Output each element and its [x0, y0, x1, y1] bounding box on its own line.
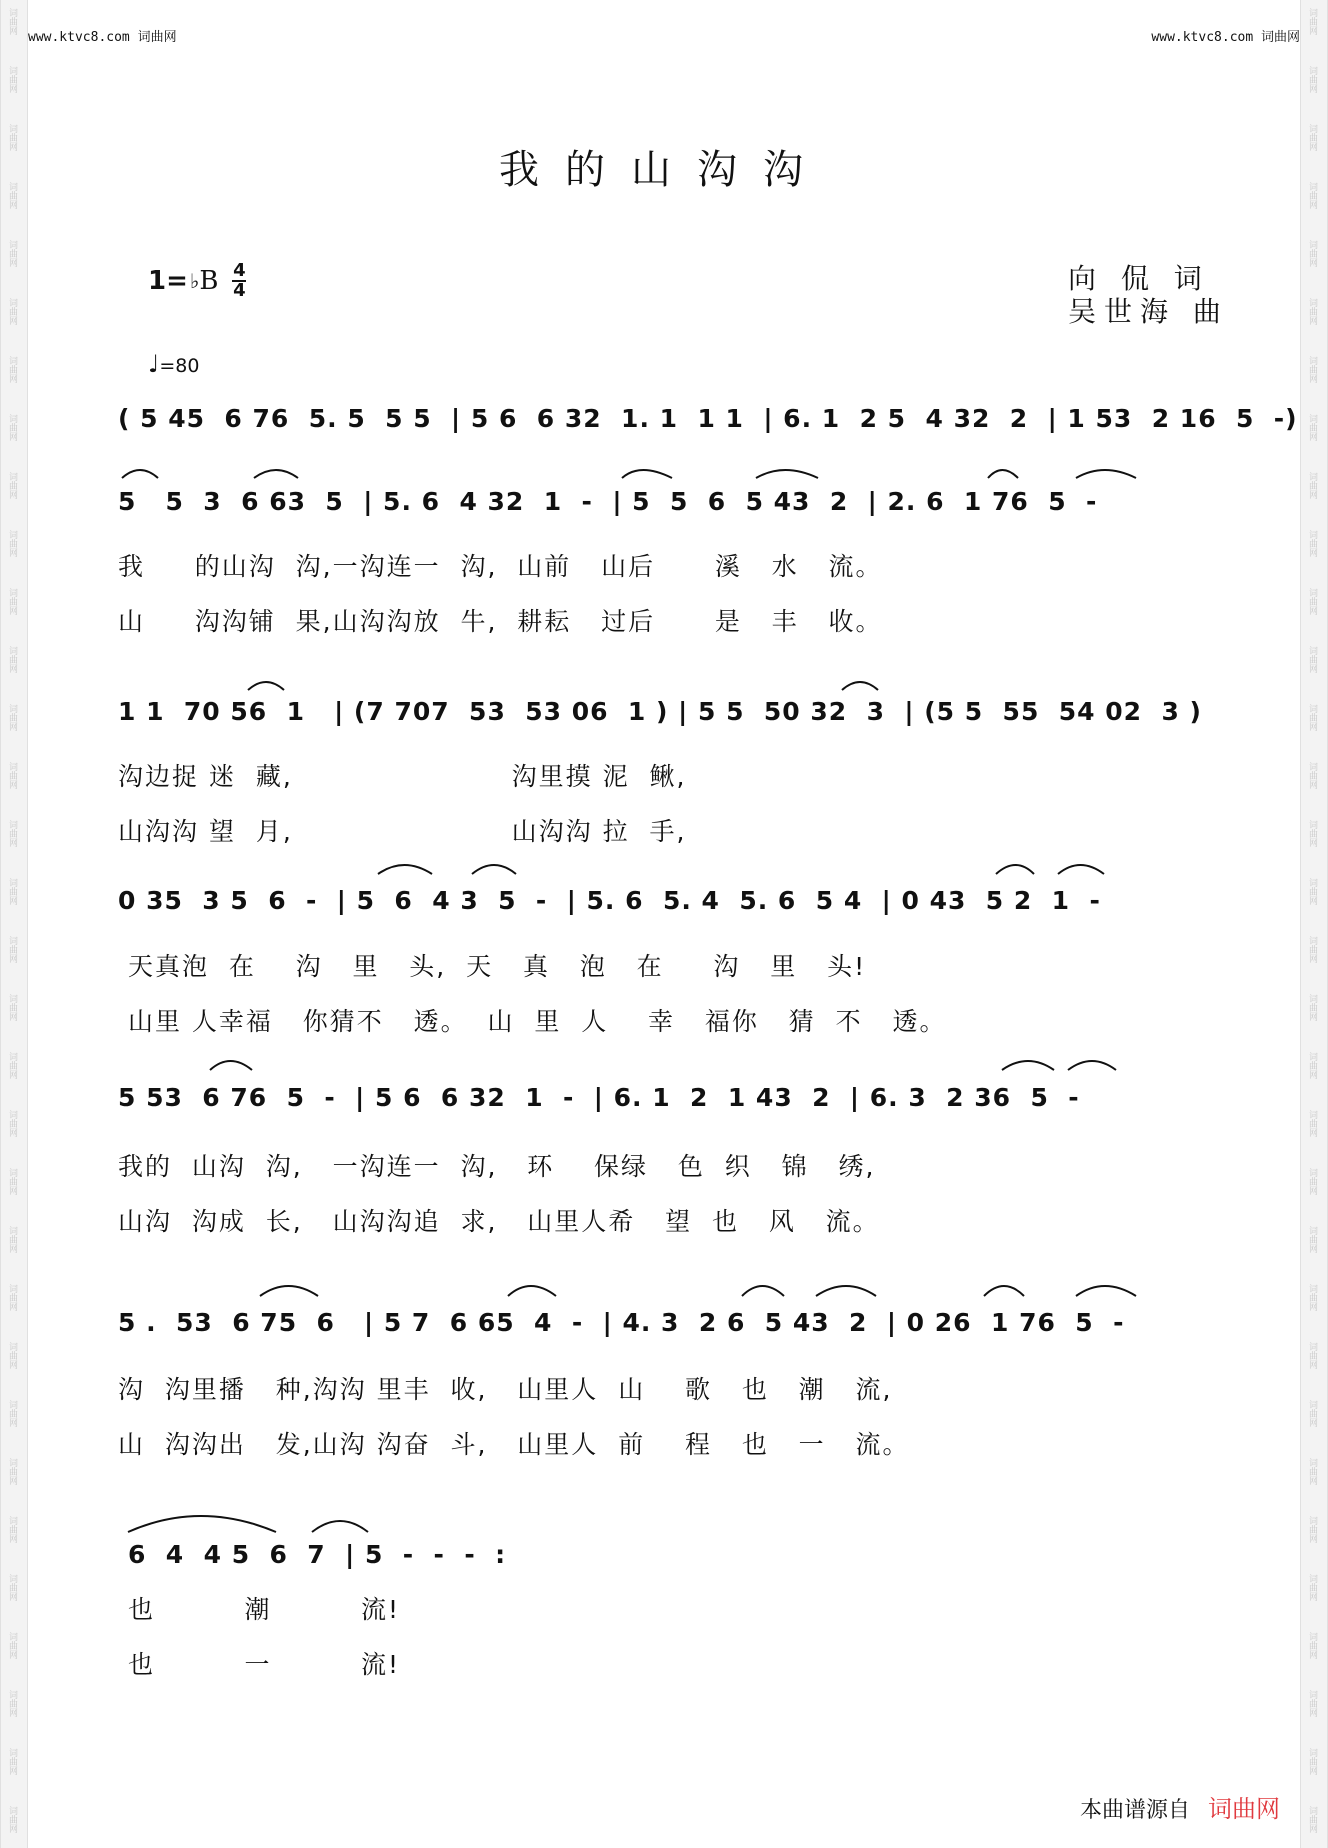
slur: [984, 1286, 1024, 1296]
side-watermark-text: 词曲网: [7, 1168, 17, 1195]
lyrics-line-4b: 山里 人幸福 你猜不 透。 山 里 人 幸 福你 猜 不 透。: [118, 1007, 947, 1036]
side-watermark-text: 词曲网: [1307, 8, 1317, 35]
slur: [988, 470, 1018, 478]
slur: [260, 1286, 318, 1296]
side-watermark-text: 词曲网: [7, 1052, 17, 1079]
slur: [622, 470, 672, 478]
side-watermark-text: 词曲网: [1307, 1226, 1317, 1253]
slur: [1002, 1061, 1054, 1070]
lyrics-line-5a: 我的 山沟 沟, 一沟连一 沟, 环 保绿 色 织 锦 绣,: [118, 1152, 876, 1181]
tempo-value: =80: [159, 355, 200, 377]
side-watermark-text: 词曲网: [7, 820, 17, 847]
side-watermark-text: 词曲网: [1307, 414, 1317, 441]
slur: [128, 1516, 276, 1532]
header-watermark-right: www.ktvc8.com 词曲网: [1151, 30, 1300, 45]
slur: [378, 865, 432, 874]
side-watermark-text: 词曲网: [7, 936, 17, 963]
lyrics-line-3b: 山沟沟 望 月, 山沟沟 拉 手,: [118, 817, 687, 846]
side-watermark-text: 词曲网: [7, 646, 17, 673]
score-line-4: 0 35 3 5 6 - | 5 6 4 3 5 - | 5. 6 5. 4 5. 6 5 4 | 0 43 5 2 1 -: [118, 886, 1101, 915]
side-watermark-text: 词曲网: [1307, 240, 1317, 267]
side-watermark-text: 词曲网: [7, 1284, 17, 1311]
side-watermark-text: 词曲网: [1307, 588, 1317, 615]
side-watermark-text: 词曲网: [7, 588, 17, 615]
lyrics-line-2a: 我 的山沟 沟,一沟连一 沟, 山前 山后 溪 水 流。: [118, 552, 883, 581]
side-watermark-text: 词曲网: [7, 1632, 17, 1659]
flat-sign: ♭: [189, 269, 200, 293]
side-watermark-text: 词曲网: [1307, 356, 1317, 383]
side-watermark-text: 词曲网: [7, 878, 17, 905]
footer-brand[interactable]: 词曲网: [1208, 1795, 1280, 1823]
side-watermark-text: 词曲网: [1307, 1516, 1317, 1543]
slur: [312, 1521, 368, 1532]
slur: [816, 1286, 876, 1296]
slur: [1068, 1061, 1116, 1070]
side-watermark-text: 词曲网: [1307, 878, 1317, 905]
time-bottom: 4: [233, 280, 246, 301]
side-watermark-text: 词曲网: [1307, 472, 1317, 499]
side-watermark-text: 词曲网: [1307, 1632, 1317, 1659]
side-watermark-text: 词曲网: [7, 1690, 17, 1717]
side-watermark-text: 词曲网: [1307, 1400, 1317, 1427]
side-watermark-text: 词曲网: [1307, 1458, 1317, 1485]
side-watermark-text: 词曲网: [7, 1516, 17, 1543]
lyrics-line-6b: 山 沟沟出 发,山沟 沟奋 斗, 山里人 前 程 也 一 流。: [118, 1430, 910, 1459]
side-watermark-text: 词曲网: [7, 704, 17, 731]
side-watermark-text: 词曲网: [1307, 1052, 1317, 1079]
score-line-2: 5 5 3 6 63 5 | 5. 6 4 32 1 - | 5 5 6 5 43 2 | 2. 6 1 76 5 -: [118, 487, 1098, 516]
slur: [742, 1286, 784, 1296]
side-watermark-text: 词曲网: [1307, 646, 1317, 673]
side-watermark-text: 词曲网: [1307, 1110, 1317, 1137]
side-watermark-text: 词曲网: [7, 1342, 17, 1369]
slur: [122, 470, 158, 478]
lyrics-line-5b: 山沟 沟成 长, 山沟沟追 求, 山里人希 望 也 风 流。: [118, 1207, 880, 1236]
side-watermark-text: 词曲网: [7, 356, 17, 383]
time-top: 4: [233, 260, 246, 281]
slur: [996, 865, 1034, 874]
lyrics-line-4a: 天真泡 在 沟 里 头, 天 真 泡 在 沟 里 头!: [118, 952, 867, 981]
side-watermark-text: 词曲网: [7, 414, 17, 441]
side-watermark-text: 词曲网: [1307, 530, 1317, 557]
side-watermark-text: 词曲网: [7, 1458, 17, 1485]
score-line-1: ( 5 45 6 76 5. 5 5 5 | 5 6 6 32 1. 1 1 1 | 6. 1 2 5 4 32 2 | 1 53 2 16 5 -): [118, 404, 1298, 433]
slur: [210, 1061, 252, 1070]
side-watermark-text: 词曲网: [7, 762, 17, 789]
side-watermark-text: 词曲网: [7, 1574, 17, 1601]
side-watermark-text: 词曲网: [1307, 1806, 1317, 1833]
slur: [842, 682, 878, 690]
side-watermark-text: 词曲网: [7, 240, 17, 267]
side-watermark-text: 词曲网: [1307, 1284, 1317, 1311]
slur: [1076, 1286, 1136, 1296]
slur: [1058, 865, 1104, 874]
lyrics-line-3a: 沟边捉 迷 藏, 沟里摸 泥 鳅,: [118, 762, 687, 791]
score-line-7: 6 4 4 5 6 7 | 5 - - - :: [128, 1540, 507, 1569]
side-watermark-text: 词曲网: [7, 1226, 17, 1253]
lyrics-line-6a: 沟 沟里播 种,沟沟 里丰 收, 山里人 山 歌 也 潮 流,: [118, 1375, 893, 1404]
quarter-note-icon: ♩: [148, 350, 160, 378]
footer-source: [1080, 1789, 1280, 1824]
side-watermark-text: 词曲网: [1307, 994, 1317, 1021]
side-watermark-text: 词曲网: [1307, 1690, 1317, 1717]
side-watermark-text: 词曲网: [7, 1806, 17, 1833]
lyrics-line-7a: 也 潮 流!: [128, 1595, 401, 1624]
lyrics-line-7b: 也 一 流!: [128, 1650, 401, 1679]
score-line-5: 5 53 6 76 5 - | 5 6 6 32 1 - | 6. 1 2 1 43 2 | 6. 3 2 36 5 -: [118, 1083, 1080, 1112]
side-watermark-text: 词曲网: [7, 530, 17, 557]
key-note: B: [199, 266, 219, 296]
side-watermark-text: 词曲网: [1307, 1574, 1317, 1601]
side-watermark-text: 词曲网: [1307, 66, 1317, 93]
score-line-6: 5 . 53 6 75 6 | 5 7 6 65 4 - | 4. 3 2 6 5 43 2 | 0 26 1 76 5 -: [118, 1308, 1125, 1337]
side-watermark-text: 词曲网: [7, 298, 17, 325]
side-watermark-text: 词曲网: [7, 472, 17, 499]
side-watermark-text: 词曲网: [1307, 298, 1317, 325]
footer-text: 本曲谱源自: [1079, 1798, 1190, 1823]
key-prefix: 1=: [148, 266, 188, 296]
side-watermark-text: 词曲网: [7, 994, 17, 1021]
side-watermark-text: 词曲网: [1307, 1748, 1317, 1775]
side-watermark-text: 词曲网: [1307, 704, 1317, 731]
header-watermark-left: www.ktvc8.com 词曲网: [28, 30, 177, 45]
side-watermark-text: 词曲网: [7, 8, 17, 35]
lyricist: 向 侃 词: [1068, 262, 1210, 295]
slur: [1076, 470, 1136, 478]
side-watermark-text: 词曲网: [1307, 124, 1317, 151]
slur: [472, 865, 516, 874]
side-watermark-text: 词曲网: [7, 182, 17, 209]
side-watermark-text: 词曲网: [1307, 820, 1317, 847]
slur: [508, 1286, 556, 1296]
slur: [248, 682, 284, 690]
side-watermark-text: 词曲网: [1307, 182, 1317, 209]
composer: 吴世海 曲: [1068, 295, 1229, 328]
side-watermark-text: 词曲网: [1307, 762, 1317, 789]
side-watermark-text: 词曲网: [7, 1748, 17, 1775]
side-watermark-text: 词曲网: [7, 124, 17, 151]
side-watermark-text: 词曲网: [1307, 1342, 1317, 1369]
song-title: 我的山沟沟: [499, 147, 829, 193]
slur: [254, 470, 298, 478]
side-watermark-text: 词曲网: [7, 1400, 17, 1427]
side-watermark-text: 词曲网: [1307, 936, 1317, 963]
slur: [756, 470, 818, 478]
side-watermark-text: 词曲网: [1307, 1168, 1317, 1195]
score-line-3: 1 1 70 56 1 | (7 707 53 53 06 1 ) | 5 5 50 32 3 | (5 5 55 54 02 3 ): [118, 697, 1202, 726]
side-watermark-text: 词曲网: [7, 1110, 17, 1137]
lyrics-line-2b: 山 沟沟铺 果,山沟沟放 牛, 耕耘 过后 是 丰 收。: [118, 607, 883, 636]
side-watermark-text: 词曲网: [7, 66, 17, 93]
